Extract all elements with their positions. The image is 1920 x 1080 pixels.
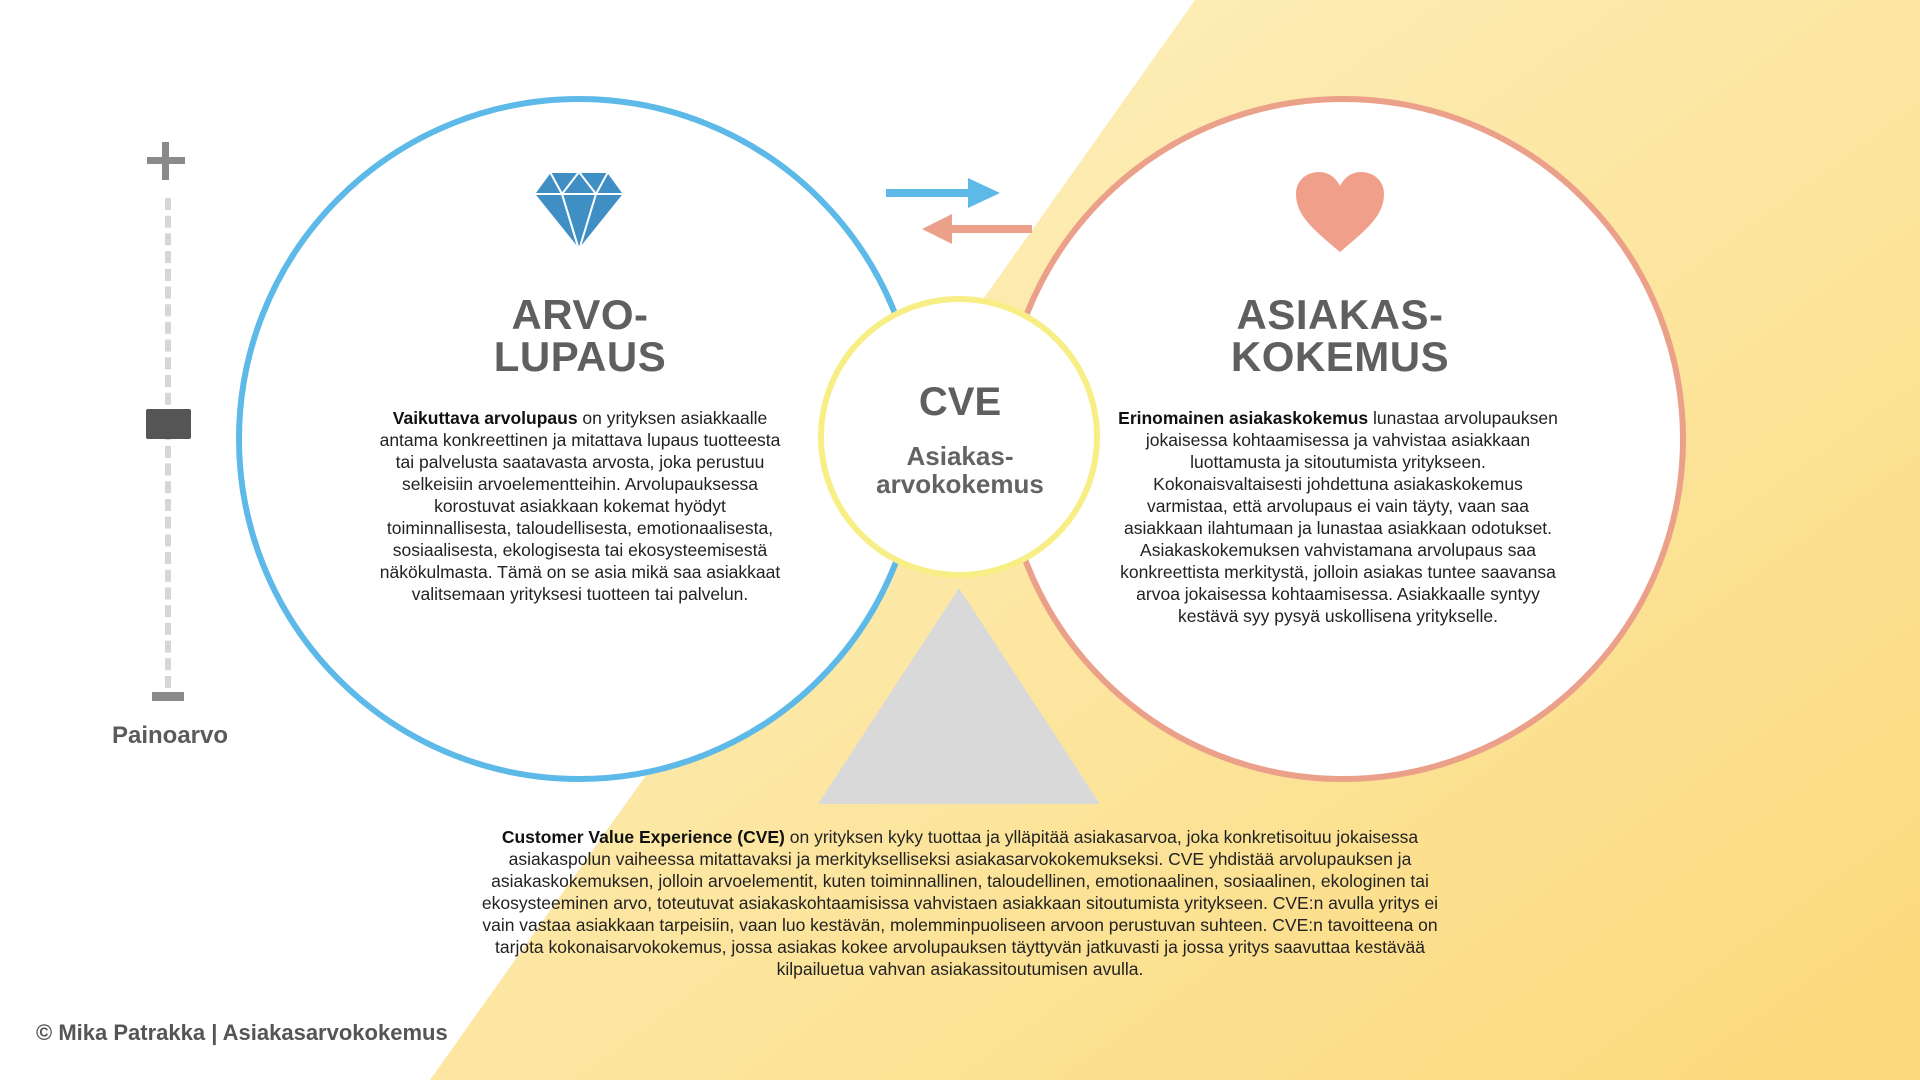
lead-text: Customer Value Experience (CVE) <box>501 827 785 847</box>
arrow-right-icon <box>884 176 1002 210</box>
subtitle-line: Asiakas- <box>906 441 1014 471</box>
arrow-left-icon <box>920 212 1034 246</box>
customer-experience-title <box>1180 291 1500 380</box>
cve-description <box>470 826 1450 980</box>
title-line: KOKEMUS <box>1230 333 1450 380</box>
customer-experience-description <box>1118 407 1558 627</box>
value-proposition-description <box>370 407 790 605</box>
heart-icon <box>1294 170 1386 254</box>
copyright-notice: © Mika Patrakka | Asiakasarvokokemus <box>36 1020 448 1045</box>
description-text: on yrityksen asiakkaalle antama konkreettinen ja mitattava lupaus tuotteesta tai palvelusta saatavasta arvosta, joka perustuu selkeisiin arvoelementteihin. Arvolupauksessa korostuvat asiakkaan kokemat hyödyt toiminnallisesta, taloudellisesta, emotionaalisesta, sosiaalisesta, ekologisesta tai ekosysteemisestä näkökulmasta. Tämä on se asia mikä saa asiakkaat valitsemaan yrityksesi tuotteen tai palvelun. <box>379 408 781 604</box>
cve-circle <box>818 296 1100 578</box>
title-line: ASIAKAS- <box>1236 291 1444 338</box>
description-text: on yrityksen kyky tuottaa ja ylläpitää asiakasarvoa, joka konkretisoituu jokaisessa asiakaspolun vaiheessa mitattavaksi ja merkitykselliseksi asiakasarvokokemukseksi. CVE yhdistää arvolupauksen ja asiakaskokemuksen, jolloin arvoelementit, kuten toiminnallinen, taloudellinen, emotionaalinen, sosiaalinen, ekologinen tai ekosysteeminen arvo, toteutuvat asiakaskohtaamisissa vahvistaen asiakkaan sitoutumista yritykseen. CVE:n avulla yritys ei vain vastaa asiakkaan tarpeisiin, vaan luo kestävän, molemminpuoliseen arvoon perustuvan suhteen. CVE:n tavoitteena on tarjota kokonaisarvokokemus, jossa asiakas kokee arvolupauksen täyttyvän jatkuvasti ja jossa yritys saavuttaa kestävää kilpailuetua vahvan asiakassitoutumisen avulla. <box>481 827 1439 979</box>
cve-subtitle <box>840 442 1080 498</box>
balance-triangle <box>816 586 1102 806</box>
value-proposition-title <box>420 291 740 380</box>
title-line: LUPAUS <box>493 333 667 380</box>
cve-title: CVE <box>918 380 1002 424</box>
title-line: ARVO- <box>511 291 649 338</box>
description-text: lunastaa arvolupauksen jokaisessa kohtaamisessa ja vahvistaa asiakkaan luottamusta ja sitoutumista yritykseen. Kokonaisvaltaisesti johdettuna asiakaskokemus varmistaa, että arvolupaus ei vain täyty, vaan saa asiakkaan ilahtumaan ja lunastaa asiakkaan odotukset. Asiakaskokemuksen vahvistamana arvolupaus saa konkreettista merkitystä, jolloin asiakas tuntee saavansa arvoa jokaisessa kohtaamisessa. Asiakkaalle syntyy kestävä syy pysyä uskollisena yritykselle. <box>1120 408 1558 626</box>
slider-track[interactable] <box>165 198 171 688</box>
diamond-icon <box>532 170 626 252</box>
minus-icon <box>152 692 184 701</box>
plus-icon <box>144 140 188 184</box>
slider-thumb[interactable] <box>146 409 191 439</box>
subtitle-line: arvokokemus <box>876 469 1044 499</box>
slider-label: Painoarvo <box>111 722 229 749</box>
lead-text: Erinomainen asiakaskokemus <box>1118 408 1369 428</box>
lead-text: Vaikuttava arvolupaus <box>392 408 578 428</box>
